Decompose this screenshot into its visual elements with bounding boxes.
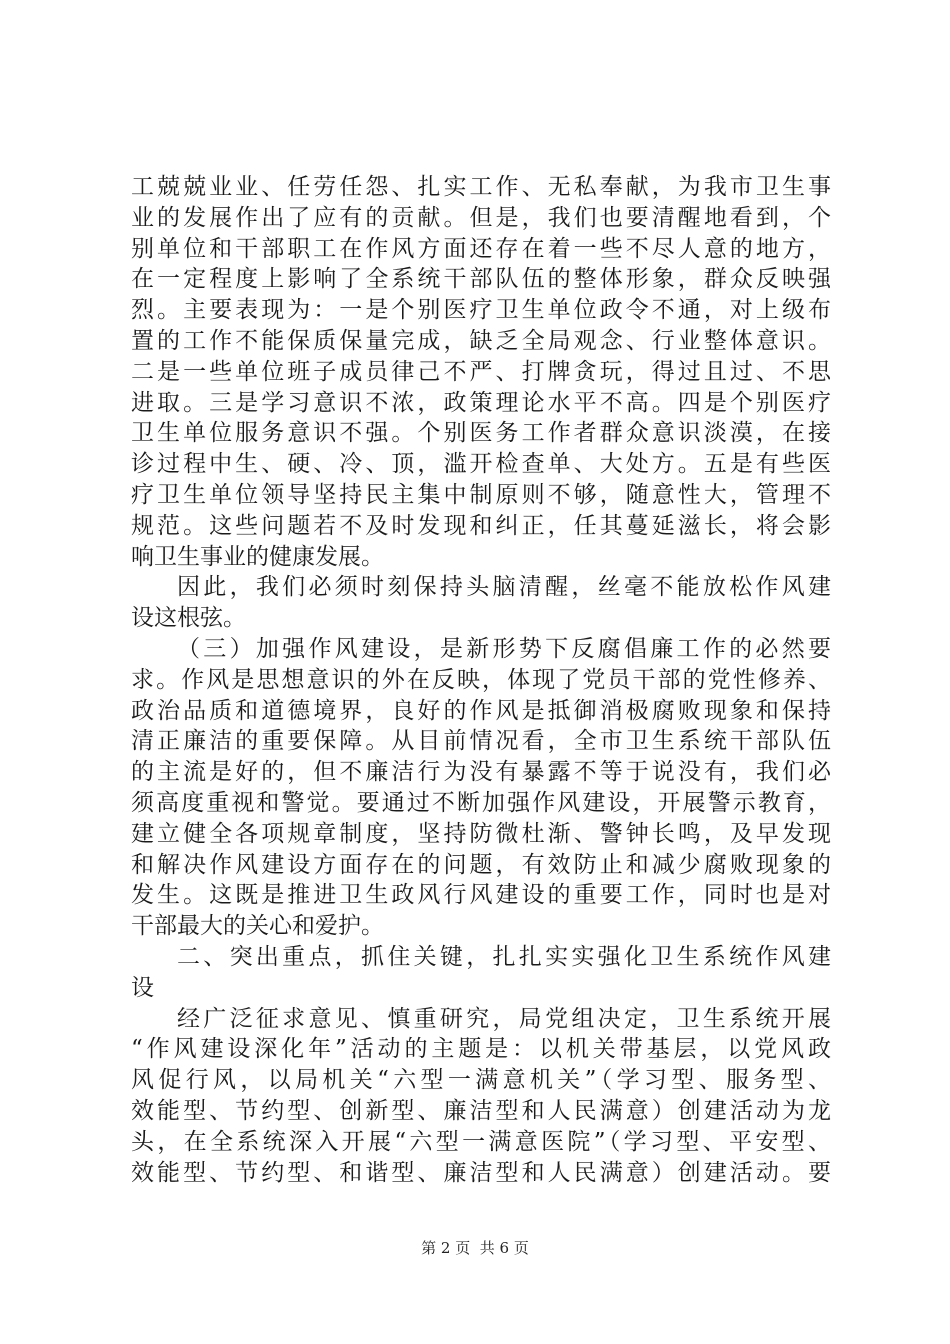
paragraph-first-line: 经广泛征求意见、慎重研究，局党组决定，卫生系统开展 (177, 1005, 831, 1032)
paragraph-first-line: 因此，我们必须时刻保持头脑清醒，丝毫不能放松作风建 (177, 574, 831, 601)
text-line: 置的工作不能保质保量完成，缺乏全局观念、行业整体意识。 (131, 327, 831, 354)
text-line: 发生。这既是推进卫生政风行风建设的重要工作，同时也是对 (131, 882, 831, 909)
text-line: 工兢兢业业、任劳任怨、扎实工作、无私奉献，为我市卫生事 (131, 174, 831, 200)
text-line: 业的发展作出了应有的贡献。但是，我们也要清醒地看到，个 (131, 204, 831, 231)
body-text (131, 172, 831, 1188)
text-line: 规范。这些问题若不及时发现和纠正，任其蔓延滋长，将会影 (131, 512, 831, 539)
text-line: 头，在全系统深入开展“六型一满意医院”（学习型、平安型、 (131, 1128, 831, 1155)
text-line: 风促行风，以局机关“六型一满意机关”（学习型、服务型、 (131, 1067, 831, 1094)
text-line: 建立健全各项规章制度，坚持防微杜渐、警钟长鸣，及早发现 (131, 820, 831, 847)
text-line: 清正廉洁的重要保障。从目前情况看，全市卫生系统干部队伍 (131, 728, 831, 755)
text-line: 进取。三是学习意识不浓，政策理论水平不高。四是个别医疗 (131, 389, 831, 416)
text-line: “作风建设深化年”活动的主题是：以机关带基层，以党风政 (131, 1036, 831, 1063)
text-line: 和解决作风建设方面存在的问题，有效防止和减少腐败现象的 (131, 851, 831, 878)
text-line: 干部最大的关心和爱护。 (131, 913, 384, 940)
text-line: 卫生单位服务意识不强。个别医务工作者群众意识淡漠，在接 (131, 420, 831, 447)
text-line: 烈。主要表现为：一是个别医疗卫生单位政令不通，对上级布 (131, 297, 831, 324)
text-line: 诊过程中生、硬、冷、顶，滥开检查单、大处方。五是有些医 (131, 451, 831, 478)
text-line: 须高度重视和警觉。要通过不断加强作风建设，开展警示教育， (131, 789, 831, 816)
section-heading: 二、突出重点，抓住关键，扎扎实实强化卫生系统作风建 (177, 943, 831, 970)
text-line: 响卫生事业的健康发展。 (131, 543, 384, 570)
text-line: 疗卫生单位领导坚持民主集中制原则不够，随意性大，管理不 (131, 481, 831, 508)
section-heading-continuation: 设 (131, 974, 154, 1001)
text-line: 政治品质和道德境界，良好的作风是抵御消极腐败现象和保持 (131, 697, 831, 724)
text-line: 效能型、节约型、和谐型、廉洁型和人民满意）创建活动。要 (131, 1159, 831, 1186)
text-line: 的主流是好的，但不廉洁行为没有暴露不等于说没有，我们必 (131, 759, 831, 786)
text-line: 效能型、节约型、创新型、廉洁型和人民满意）创建活动为龙 (131, 1097, 831, 1124)
page-number-footer: 第 2 页 共 6 页 (421, 1239, 529, 1257)
text-line: 别单位和干部职工在作风方面还存在着一些不尽人意的地方， (131, 235, 831, 262)
text-line: 二是一些单位班子成员律己不严、打牌贪玩，得过且过、不思 (131, 358, 831, 385)
paragraph-first-line: （三）加强作风建设，是新形势下反腐倡廉工作的必然要 (177, 635, 831, 662)
text-line: 求。作风是思想意识的外在反映，体现了党员干部的党性修养、 (131, 666, 831, 693)
text-line: 设这根弦。 (131, 605, 246, 632)
text-line: 在一定程度上影响了全系统干部队伍的整体形象，群众反映强 (131, 266, 831, 293)
